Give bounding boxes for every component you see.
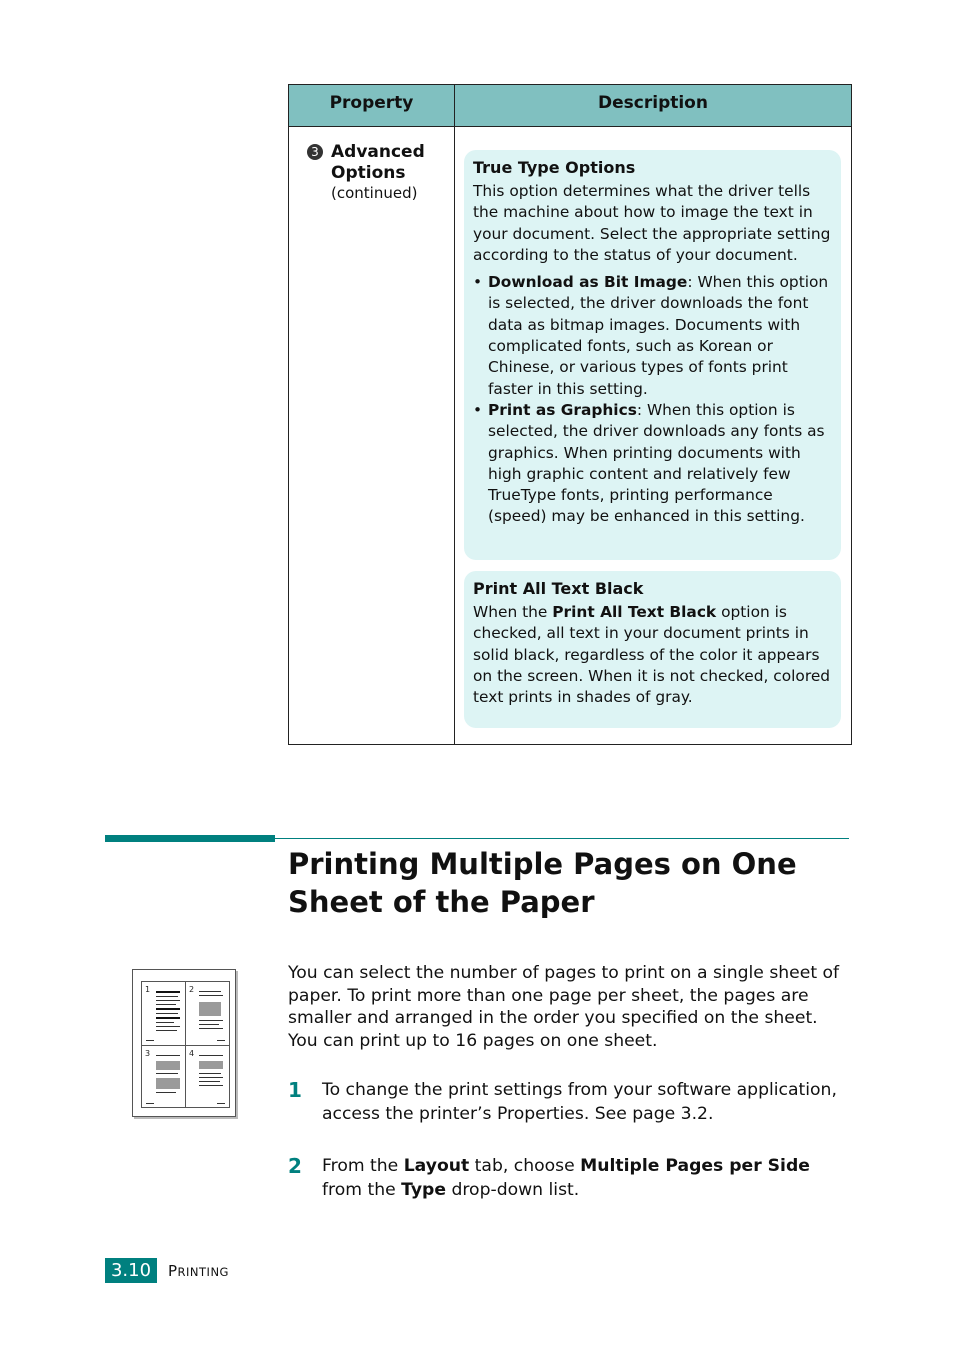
text-line xyxy=(156,1026,180,1027)
box-title: True Type Options xyxy=(473,158,636,177)
page-number: 3.10 xyxy=(105,1258,157,1283)
text-line xyxy=(156,1073,178,1074)
header-description: Description xyxy=(598,93,708,113)
property-note: (continued) xyxy=(331,184,418,202)
image-placeholder xyxy=(156,1078,180,1089)
step-text xyxy=(322,1155,852,1202)
section-rule-thick xyxy=(105,835,275,842)
sheet-preview xyxy=(141,981,230,1108)
text-line xyxy=(156,991,180,993)
bullet-text: : When this option is selected, the driver downloads any fonts as graphics. When printing documents with high graphic content and relatively few TrueType fonts, printing performance (speed) may be enhanced in this setting. xyxy=(488,400,825,526)
quadrant-number: 4 xyxy=(189,1049,195,1058)
bullet-term: Print as Graphics xyxy=(488,400,637,419)
true-type-options-box xyxy=(464,150,841,560)
text-line xyxy=(217,1040,225,1041)
step-number: 2 xyxy=(288,1154,302,1178)
bullet-term: Download as Bit Image xyxy=(488,273,688,292)
body-term: Print All Text Black xyxy=(552,603,717,621)
section-intro: You can select the number of pages to print on a single sheet of paper. To print more than one page per sheet, the pages are smaller and arranged in the order you specified on the sheet. You can print up to 16 pages on one sheet. xyxy=(288,963,840,1052)
section-title: Printing Multiple Pages on One Sheet of the Paper xyxy=(288,847,797,919)
text-line xyxy=(199,1077,223,1078)
text-line xyxy=(156,1022,174,1023)
box-body xyxy=(473,602,833,708)
text-line xyxy=(199,1085,223,1086)
text-line xyxy=(199,995,223,996)
header-property: Property xyxy=(329,93,414,113)
body-post: option is checked, all text in your document prints in solid black, regardless of the color it appears on the screen. When it is not checked, colored text prints in shades of gray. xyxy=(473,603,831,707)
text-line xyxy=(199,991,221,992)
body-pre: When the xyxy=(473,603,553,621)
bullet-text: : When this option is selected, the driver downloads the font data as bitmap images. Documents with complicated fonts, such as Korean or Chinese, or various types of fonts print faster in this setting. xyxy=(488,273,829,398)
text-line xyxy=(156,1004,176,1005)
chapter-title-initial: P xyxy=(168,1262,178,1280)
ui-term-type: Type xyxy=(401,1179,446,1200)
chapter-title-rest: RINTING xyxy=(177,1265,229,1279)
text-line xyxy=(146,1040,154,1041)
text-line xyxy=(156,1008,180,1010)
step-text-part: from the xyxy=(322,1179,402,1200)
text-line xyxy=(199,1020,223,1021)
text-line xyxy=(199,1081,220,1082)
step-marker-icon: 3 xyxy=(307,144,323,160)
bullet-download-bit-image xyxy=(473,272,833,400)
text-line xyxy=(146,1103,154,1104)
text-line xyxy=(217,1103,225,1104)
property-name: Advanced Options xyxy=(331,142,425,183)
text-line xyxy=(199,1073,221,1074)
text-line xyxy=(156,1017,180,1019)
text-line xyxy=(199,1028,223,1029)
step-text-part: tab, choose xyxy=(469,1156,581,1176)
section-rule-thin xyxy=(275,838,849,839)
bullet-icon: • xyxy=(473,400,483,419)
sheet-divider-horizontal xyxy=(142,1045,229,1046)
text-line xyxy=(156,1013,178,1014)
ui-term-layout: Layout xyxy=(403,1156,470,1176)
text-line xyxy=(156,1030,177,1031)
step-text-part: drop-down list. xyxy=(446,1179,580,1200)
text-line xyxy=(156,996,178,997)
bullet-icon: • xyxy=(473,273,483,292)
image-placeholder xyxy=(156,1061,180,1070)
quadrant-number: 3 xyxy=(145,1049,151,1058)
text-line xyxy=(199,1055,223,1056)
bullet-print-as-graphics xyxy=(473,400,833,528)
box-intro: This option determines what the driver tells the machine about how to image the text in your document. Select the appropriate setting according to the status of your document. xyxy=(473,182,831,264)
quadrant-number: 1 xyxy=(145,985,151,994)
box-title: Print All Text Black xyxy=(473,579,644,598)
text-line xyxy=(156,1055,180,1056)
chapter-title xyxy=(168,1262,229,1281)
image-placeholder xyxy=(199,1061,223,1069)
multi-page-layout-illustration xyxy=(132,969,236,1117)
text-line xyxy=(199,1024,219,1025)
print-all-text-black-box xyxy=(464,571,841,728)
image-placeholder xyxy=(199,1002,221,1016)
text-line xyxy=(156,1092,176,1093)
step-text-part: From the xyxy=(322,1156,404,1176)
step-number: 1 xyxy=(288,1078,302,1102)
quadrant-number: 2 xyxy=(189,985,195,994)
ui-term-multiple-pages: Multiple Pages per Side xyxy=(580,1156,810,1176)
step-text: To change the print settings from your software application, access the printer’s Properties. See page 3.2. xyxy=(322,1080,837,1124)
column-divider xyxy=(454,85,455,744)
text-line xyxy=(156,1000,180,1001)
table-header-row xyxy=(289,85,851,127)
